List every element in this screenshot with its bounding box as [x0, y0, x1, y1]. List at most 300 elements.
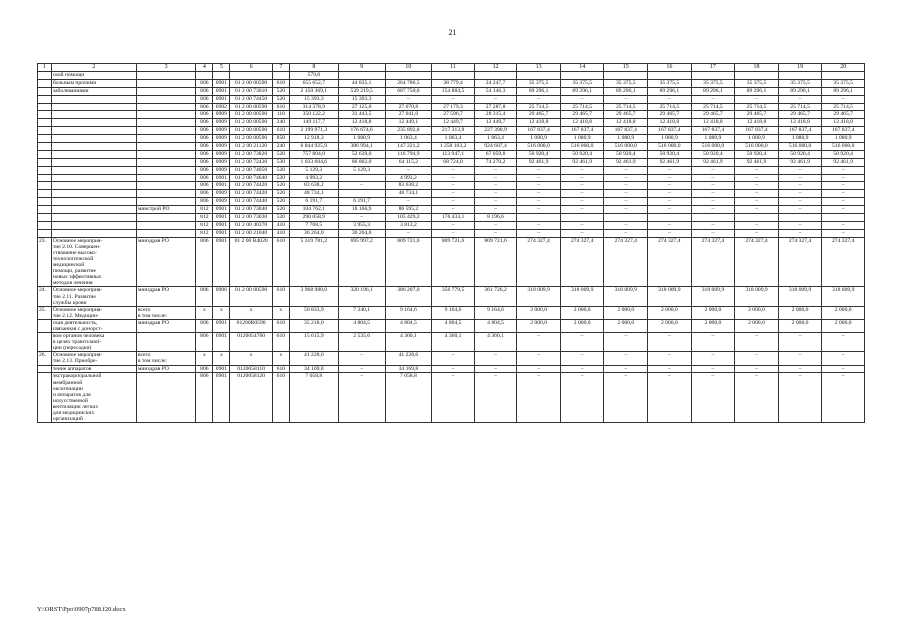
table-cell: 386 207,0: [385, 287, 432, 306]
table-cell: [735, 72, 779, 80]
table-cell: 0120054760: [230, 333, 273, 352]
table-cell: –: [474, 174, 517, 182]
table-cell: [136, 87, 196, 95]
table-cell: 25 714,5: [735, 103, 779, 111]
table-cell: –: [517, 95, 561, 103]
table-cell: 610: [272, 365, 289, 373]
table-cell: –: [338, 182, 385, 190]
table-cell: 4 804,5: [474, 319, 517, 332]
table-cell: 579,8: [289, 72, 338, 80]
table-cell: –: [778, 373, 822, 423]
table-cell: 350 122,2: [289, 111, 338, 119]
table-cell: 12 418,8: [560, 119, 604, 127]
table-cell: [136, 127, 196, 135]
table-cell: 01 2 00 73010: [230, 87, 273, 95]
table-cell: 5 129,3: [338, 166, 385, 174]
table-cell: –: [691, 182, 735, 190]
table-row: [38, 306, 865, 319]
table-cell: 516 000,0: [604, 143, 648, 151]
table-cell: 757 804,0: [289, 150, 338, 158]
table-cell: ской помощи: [51, 72, 136, 80]
table-cell: 240: [272, 119, 289, 127]
table-cell: 25 714,5: [691, 103, 735, 111]
table-cell: 530: [272, 158, 289, 166]
table-cell: 113 947,1: [432, 150, 475, 158]
table-cell: [136, 72, 196, 80]
table-cell: –: [691, 166, 735, 174]
table-cell: 35 375,5: [604, 79, 648, 87]
table-cell: 6 191,7: [289, 198, 338, 206]
table-cell: –: [560, 174, 604, 182]
column-header: 15: [604, 64, 648, 72]
table-cell: 806: [196, 103, 213, 111]
table-cell: 2 000,0: [604, 306, 648, 319]
table-cell: 9 164,6: [474, 306, 517, 319]
table-cell: 318 009,9: [560, 287, 604, 306]
table-cell: –: [648, 352, 692, 365]
table-cell: [51, 127, 136, 135]
table-cell: –: [517, 221, 561, 229]
table-cell: [51, 135, 136, 143]
table-row: [38, 79, 865, 87]
table-cell: минздрав РО: [136, 287, 196, 306]
table-cell: 809 721,6: [385, 237, 432, 287]
table-cell: 850: [272, 135, 289, 143]
table-cell: 2 000,0: [778, 319, 822, 332]
table-cell: 318 009,9: [604, 287, 648, 306]
table-cell: 1 033 604,6: [289, 158, 338, 166]
table-cell: 806: [196, 166, 213, 174]
table-cell: 290 058,9: [289, 214, 338, 222]
table-cell: 7 768,5: [289, 221, 338, 229]
table-cell: –: [474, 182, 517, 190]
table-cell: 0901: [213, 229, 230, 237]
table-cell: –: [691, 206, 735, 214]
table-cell: 695 997,2: [338, 237, 385, 287]
table-cell: –: [735, 190, 779, 198]
table-cell: –: [385, 198, 432, 206]
column-header: 12: [474, 64, 517, 72]
table-cell: 0909: [213, 150, 230, 158]
table-cell: [136, 95, 196, 103]
table-cell: [38, 87, 52, 95]
table-cell: 318 009,9: [648, 287, 692, 306]
table-cell: 2 000,0: [517, 306, 561, 319]
table-cell: [51, 150, 136, 158]
table-cell: –: [822, 352, 865, 365]
table-cell: x: [230, 352, 273, 365]
table-cell: –: [648, 373, 692, 423]
table-cell: 27 287,8: [474, 103, 517, 111]
table-cell: –: [648, 365, 692, 373]
table-cell: –: [691, 95, 735, 103]
table-cell: 610: [272, 127, 289, 135]
table-row: [38, 150, 865, 158]
table-cell: 274 327,4: [735, 237, 779, 287]
table-cell: 1 080,9: [778, 135, 822, 143]
table-row: [38, 214, 865, 222]
footer-file-path: Y:\ORST\Ppo\0907p788.f20.docx: [37, 606, 126, 613]
table-cell: 15 393,3: [338, 95, 385, 103]
table-cell: –: [560, 365, 604, 373]
table-cell: [51, 166, 136, 174]
table-row: [38, 221, 865, 229]
table-body: [38, 72, 865, 423]
table-cell: 2 000,0: [778, 306, 822, 319]
table-cell: 274 327,4: [560, 237, 604, 287]
table-cell: x: [213, 306, 230, 319]
table-cell: 7 058,8: [385, 373, 432, 423]
table-cell: 25 714,5: [648, 103, 692, 111]
table-cell: 274 327,4: [517, 237, 561, 287]
table-cell: 29 465,7: [691, 111, 735, 119]
table-cell: 12 449,1: [385, 119, 432, 127]
table-cell: 74 270,2: [474, 158, 517, 166]
table-cell: [51, 206, 136, 214]
table-cell: –: [735, 373, 779, 423]
table-cell: –: [604, 182, 648, 190]
table-cell: [136, 373, 196, 423]
table-cell: 806: [196, 135, 213, 143]
table-cell: [604, 72, 648, 80]
table-cell: –: [648, 166, 692, 174]
table-cell: 12 449,7: [474, 119, 517, 127]
table-cell: –: [604, 198, 648, 206]
table-cell: 92 461,9: [822, 158, 865, 166]
table-cell: 2 000,0: [735, 306, 779, 319]
table-cell: [38, 221, 52, 229]
table-cell: 320 196,1: [338, 287, 385, 306]
table-cell: –: [822, 365, 865, 373]
table-cell: 806: [196, 365, 213, 373]
table-cell: 0902: [213, 103, 230, 111]
table-cell: 35 375,5: [648, 79, 692, 87]
table-cell: 52 639,0: [338, 150, 385, 158]
table-cell: –: [385, 95, 432, 103]
table-cell: 167 837,4: [735, 127, 779, 135]
table-cell: 318 009,9: [517, 287, 561, 306]
table-cell: –: [822, 190, 865, 198]
table-cell: 4 804,5: [432, 319, 475, 332]
table-cell: [136, 103, 196, 111]
table-cell: –: [338, 214, 385, 222]
table-cell: 86 595,2: [385, 206, 432, 214]
table-cell: 0906: [213, 287, 230, 306]
table-cell: –: [432, 352, 475, 365]
table-cell: 89 296,1: [778, 87, 822, 95]
table-cell: 89 296,1: [604, 87, 648, 95]
table-row: [38, 333, 865, 352]
table-cell: [136, 158, 196, 166]
table-cell: [51, 111, 136, 119]
table-row: [38, 72, 865, 80]
table-cell: –: [648, 206, 692, 214]
table-cell: –: [735, 229, 779, 237]
table-cell: 1 080,9: [735, 135, 779, 143]
table-cell: [735, 214, 779, 222]
table-cell: [136, 135, 196, 143]
table-cell: 116 794,9: [385, 150, 432, 158]
table-cell: 15 393,3: [289, 95, 338, 103]
table-cell: 6 844 925,9: [289, 143, 338, 151]
table-cell: [385, 72, 432, 80]
table-cell: –: [560, 198, 604, 206]
table-cell: [136, 198, 196, 206]
table-cell: [38, 174, 52, 182]
table-cell: всего в том числе:: [136, 352, 196, 365]
table-cell: –: [691, 229, 735, 237]
table-cell: 806: [196, 198, 213, 206]
table-cell: 318 009,9: [735, 287, 779, 306]
table-cell: 24.: [38, 287, 52, 306]
table-cell: 4 360,1: [432, 333, 475, 352]
table-cell: 2 000,0: [604, 319, 648, 332]
table-cell: –: [517, 229, 561, 237]
table-cell: 147 221,2: [385, 143, 432, 151]
table-cell: 227 390,9: [474, 127, 517, 135]
table-cell: –: [822, 333, 865, 352]
table-cell: 1 080,9: [691, 135, 735, 143]
table-cell: –: [822, 174, 865, 182]
table-cell: 274 327,4: [648, 237, 692, 287]
table-cell: [778, 72, 822, 80]
table-cell: 520: [272, 182, 289, 190]
table-cell: –: [822, 206, 865, 214]
table-cell: –: [648, 229, 692, 237]
table-row: [38, 365, 865, 373]
table-cell: 806: [196, 237, 213, 287]
table-cell: 610: [272, 319, 289, 332]
table-cell: –: [691, 365, 735, 373]
table-cell: –: [560, 373, 604, 423]
page-number: 21: [448, 28, 457, 37]
table-cell: x: [196, 352, 213, 365]
table-cell: 104 762,1: [289, 206, 338, 214]
table-cell: [136, 79, 196, 87]
table-row: [38, 206, 865, 214]
table-cell: 610: [272, 237, 289, 287]
column-header: 17: [691, 64, 735, 72]
table-cell: [38, 143, 52, 151]
table-cell: 516 000,0: [822, 143, 865, 151]
table-cell: –: [474, 229, 517, 237]
table-cell: минздрав РО: [136, 319, 196, 332]
table-cell: –: [604, 352, 648, 365]
table-cell: 356 779,5: [432, 287, 475, 306]
table-cell: 318 009,9: [778, 287, 822, 306]
table-cell: 12 418,8: [691, 119, 735, 127]
table-cell: x: [230, 306, 273, 319]
table-cell: 35 375,5: [560, 79, 604, 87]
table-cell: [822, 72, 865, 80]
table-cell: 27 179,3: [432, 103, 475, 111]
table-cell: 318 009,9: [822, 287, 865, 306]
table-cell: –: [735, 221, 779, 229]
table-cell: 01 2 00 00590: [230, 287, 273, 306]
table-cell: –: [691, 190, 735, 198]
table-cell: –: [778, 174, 822, 182]
table-cell: 50 920,4: [604, 150, 648, 158]
table-cell: 50 920,4: [735, 150, 779, 158]
column-header: 1: [38, 64, 52, 72]
table-cell: 01 2 00 73040: [230, 206, 273, 214]
table-cell: [136, 143, 196, 151]
table-cell: 89 296,1: [822, 87, 865, 95]
table-cell: –: [735, 352, 779, 365]
table-cell: 27 125,0: [338, 103, 385, 111]
table-cell: –: [691, 174, 735, 182]
table-cell: –: [474, 373, 517, 423]
table-cell: –: [604, 365, 648, 373]
table-cell: 520: [272, 190, 289, 198]
table-cell: 25 714,5: [560, 103, 604, 111]
table-cell: [51, 158, 136, 166]
table-cell: 01 2 00 74640: [230, 174, 273, 182]
table-cell: –: [474, 95, 517, 103]
table-cell: 0909: [213, 127, 230, 135]
table-cell: 01 2 00 74420: [230, 190, 273, 198]
table-cell: 0909: [213, 158, 230, 166]
table-cell: –: [474, 166, 517, 174]
table-cell: –: [822, 373, 865, 423]
column-header: 20: [822, 64, 865, 72]
table-cell: 809 721,6: [474, 237, 517, 287]
table-cell: 92 461,9: [604, 158, 648, 166]
table-cell: 176 433,1: [432, 214, 475, 222]
table-cell: 23.: [38, 237, 52, 287]
table-cell: Основное мероприя- тие 2.12. Медицин-: [51, 306, 136, 319]
table-cell: 25 714,5: [517, 103, 561, 111]
table-cell: 274 327,4: [604, 237, 648, 287]
table-cell: –: [604, 95, 648, 103]
table-cell: 36 264,0: [338, 229, 385, 237]
table-cell: 27 596,7: [432, 111, 475, 119]
table-cell: 806: [196, 79, 213, 87]
table-cell: –: [338, 365, 385, 373]
table-row: [38, 111, 865, 119]
table-cell: 2 000,0: [822, 306, 865, 319]
table-cell: [517, 214, 561, 222]
column-header: 6: [230, 64, 273, 72]
table-cell: [51, 95, 136, 103]
table-cell: 235 892,8: [385, 127, 432, 135]
table-cell: [38, 319, 52, 332]
column-header: 18: [735, 64, 779, 72]
table-cell: [136, 174, 196, 182]
table-cell: –: [385, 166, 432, 174]
table-cell: [778, 214, 822, 222]
table-row: [38, 166, 865, 174]
table-row: [38, 127, 865, 135]
table-cell: 12 418,8: [648, 119, 692, 127]
table-cell: 12 418,8: [604, 119, 648, 127]
table-cell: [38, 166, 52, 174]
table-cell: 7 058,8: [289, 373, 338, 423]
table-cell: –: [432, 95, 475, 103]
table-cell: –: [517, 206, 561, 214]
table-cell: минстрой РО: [136, 206, 196, 214]
table-cell: –: [735, 95, 779, 103]
table-cell: 86 802,0: [338, 158, 385, 166]
table-cell: 92 461,9: [648, 158, 692, 166]
table-cell: 314 378,9: [289, 103, 338, 111]
table-cell: 29 465,7: [560, 111, 604, 119]
table-cell: 0909: [213, 190, 230, 198]
table-cell: –: [822, 198, 865, 206]
column-header: 9: [338, 64, 385, 72]
table-cell: 36 264,0: [289, 229, 338, 237]
table-cell: –: [432, 174, 475, 182]
table-cell: 9 164,6: [385, 306, 432, 319]
table-cell: –: [648, 174, 692, 182]
table-cell: –: [338, 352, 385, 365]
table-cell: 68 724,0: [432, 158, 475, 166]
table-cell: 29 465,7: [517, 111, 561, 119]
table-cell: –: [560, 182, 604, 190]
table-cell: –: [735, 198, 779, 206]
table-cell: 806: [196, 150, 213, 158]
table-cell: 0901: [213, 206, 230, 214]
table-cell: 29 465,7: [778, 111, 822, 119]
table-cell: –: [560, 221, 604, 229]
table-cell: [51, 221, 136, 229]
table-cell: [604, 214, 648, 222]
table-cell: 806: [196, 127, 213, 135]
column-header: 10: [385, 64, 432, 72]
table-cell: –: [432, 365, 475, 373]
table-cell: 0901: [213, 79, 230, 87]
table-cell: [38, 206, 52, 214]
table-cell: –: [822, 182, 865, 190]
table-cell: 539 219,5: [338, 87, 385, 95]
table-cell: 516 000,0: [560, 143, 604, 151]
table-cell: –: [517, 182, 561, 190]
table-cell: –: [822, 229, 865, 237]
table-cell: –: [517, 333, 561, 352]
table-cell: –: [648, 190, 692, 198]
table-cell: 516 000,0: [735, 143, 779, 151]
table-cell: –: [691, 333, 735, 352]
table-cell: [38, 72, 52, 80]
table-row: [38, 174, 865, 182]
table-cell: [560, 72, 604, 80]
table-cell: x: [272, 352, 289, 365]
table-cell: 520: [272, 174, 289, 182]
table-cell: 0901: [213, 182, 230, 190]
table-cell: –: [517, 365, 561, 373]
table-cell: 176 674,6: [338, 127, 385, 135]
table-cell: 7 340,1: [338, 306, 385, 319]
column-header: 13: [517, 64, 561, 72]
table-cell: всего в том числе:: [136, 306, 196, 319]
table-cell: [38, 119, 52, 127]
table-cell: –: [691, 352, 735, 365]
table-cell: 2 000,0: [648, 319, 692, 332]
table-cell: –: [735, 166, 779, 174]
table-cell: 240: [272, 143, 289, 151]
table-cell: 92 461,9: [778, 158, 822, 166]
table-cell: –: [432, 166, 475, 174]
table-cell: 2 000,0: [560, 306, 604, 319]
table-cell: 2 199 971,3: [289, 127, 338, 135]
table-cell: 806: [196, 333, 213, 352]
table-cell: –: [604, 333, 648, 352]
table-cell: 50 920,4: [778, 150, 822, 158]
table-cell: 1 080,9: [648, 135, 692, 143]
table-cell: –: [432, 190, 475, 198]
table-cell: 01 2 00 72430: [230, 158, 273, 166]
table-cell: 01 2 00 74050: [230, 166, 273, 174]
